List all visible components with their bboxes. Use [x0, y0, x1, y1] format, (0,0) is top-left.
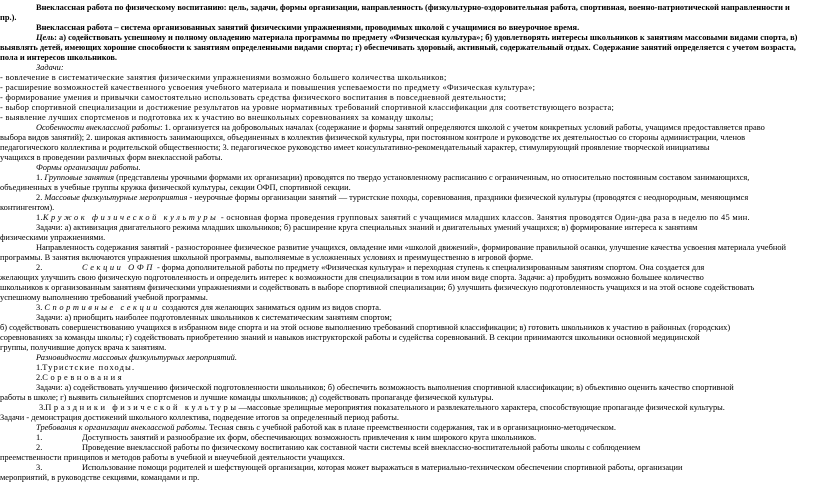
- task-item: - выявление лучших спортсменов и подготовка их к участию во внешкольных соревнованиях за команду школы;: [0, 113, 434, 122]
- mass-number: 2.: [36, 193, 43, 202]
- festival-text-1: —массовые зрелищные мероприятия показательного и развлекательного характера, способствующие пропаганде физической культуры.: [238, 403, 725, 412]
- task-item: - выбор спортивной специализации и достижение результатов на уровне нормативных требований спортивной классификации для соответствующего возраста;: [0, 103, 615, 112]
- doc-title-line-2: пр.).: [0, 13, 17, 22]
- forms-label: Формы организации работы.: [36, 163, 141, 172]
- sport-line-1: [36, 303, 816, 313]
- features-line-2: выбора видов занятий); 2. широкая активность занимающихся, объединенных в коллектив физической культуры, при постоянном контроле и руководстве их деятельностью со стороны администрации, членов: [0, 133, 746, 142]
- ofp-text-1: - форма дополнительной работы по предмету «Физическая культура» и переходная ступень к специализированным занятиям спортом. Она создается для: [154, 263, 705, 272]
- festival-number: 3.: [39, 403, 46, 412]
- requirement-item: [36, 443, 816, 453]
- requirement-item: [36, 433, 816, 443]
- features-label: Особенности внеклассной работы: [36, 123, 161, 132]
- competitions-tasks-2: работы в школе; г) выявить сильнейших спортсменов и лучшие команды школьников; д) содействовать пропаганде физической культуры.: [0, 393, 494, 402]
- circle-line-3: физическими упражнениями.: [0, 233, 106, 242]
- direction-line-2: программы. В занятия включаются упражнения школьной программы, выполняемые в усложненных условиях и преимущественно в игровой форме.: [0, 253, 534, 262]
- sport-line-2: Задачи: а) приобщить наиболее подготовленных школьников к систематическим занятиям спортом;: [36, 313, 393, 322]
- definition-paragraph: Внеклассная работа – система организованных занятий физическими упражнениями, проводимых школой с учащимися во внеурочное время.: [36, 23, 580, 32]
- features-line-1: [36, 123, 816, 133]
- sport-line-5: группы, получившие допуск врача к занятиям.: [0, 343, 167, 352]
- group-number: 1.: [36, 173, 43, 182]
- requirements-text: . Тесная связь с учебной работой как в плане преемственности содержания, так и в организационно-методическом.: [204, 423, 616, 432]
- requirement-number: 1.: [36, 433, 43, 442]
- requirement-text: Доступность занятий и разнообразие их форм, обеспечивающих возможность привлечения к ним широкого круга школьников.: [82, 433, 537, 442]
- ofp-line-3: школьников к организованным занятиям физическими упражнениями и содействовать в выборе спортивной специализации; б) улучшить физическую подготовленность учащихся и на этой основе содействовать: [0, 283, 755, 292]
- goal-line-3: пола и интересов школьников.: [0, 53, 118, 62]
- features-line-3: педагогического коллектива и родительской общественности; 3. педагогическое руководство имеет консультативно-рекомендательный характер, стимулирующий проявление творческой инициативы: [0, 143, 710, 152]
- competitions-line: [36, 373, 816, 383]
- sport-number: 3.: [36, 303, 43, 312]
- festival-label: Праздники физической культуры: [45, 403, 239, 412]
- competitions-label: Соревнования: [42, 373, 125, 382]
- ofp-line-2: желающих улучшить свою физическую подготовленность и определить интерес к возможности для специализации в том или ином виде спорта. Задачи: а) пробудить возможно большее количество: [0, 273, 704, 282]
- ofp-line-4: успешному выполнению требований учебной программы.: [0, 293, 208, 302]
- group-line-1: [36, 173, 816, 183]
- sport-line-4: соревнованиях за команды школы; г) содействовать приобретению знаний и навыков инструкторской работы и судейства соревнований. В секции принимаются школьники основной медицинской: [0, 333, 700, 342]
- doc-title-line-1: Внеклассная работа по физическому воспитанию: цель, задачи, формы организации, направленность (физкультурно-оздоровительная работа, спортивная, военно-патриотической направленности и: [36, 3, 790, 12]
- task-item: - формирование умения и привычки самостоятельно использовать средства физического воспитания в повседневной деятельности;: [0, 93, 507, 102]
- requirements-line: [36, 423, 816, 433]
- requirement-number: 3.: [36, 463, 43, 472]
- circle-line-2: Задачи: а) активизация двигательного режима младших школьников; б) расширение круга специальных знаний и двигательных умений учащихся; в) формирование интереса к занятиям: [36, 223, 698, 232]
- task-item: - расширение возможностей качественного усвоения учебного материала и повышения успеваемости по предмету «Физическая культура»;: [0, 83, 536, 92]
- goal-line-2: выявлять детей, имеющих хорошие способности к занятиям определенными видами спорта; г) обеспечивать здоровый, активный, содержательный отдых. Содержание занятий определяется с учетом возраста,: [0, 43, 796, 52]
- features-text-1: : 1. организуется на добровольных началах (содержание и формы занятий определяются школой с учетом конкретных условий работы, учащимся предоставляется право: [160, 123, 765, 132]
- circle-text-1: - основная форма проведения групповых занятий с учащимися младших классов. Занятия проводятся Один-два раза в неделю по 45 мин.: [218, 213, 750, 222]
- circle-line-1: [36, 213, 816, 223]
- ofp-line-1: [36, 263, 816, 273]
- ofp-label: Секции ОФП: [82, 263, 155, 272]
- features-line-4: учащихся в проведении различных форм внеклассной работы.: [0, 153, 223, 162]
- mass-line-2: контингентом).: [0, 203, 55, 212]
- competitions-number: 2.: [36, 373, 43, 382]
- mass-text-1: - неурочные формы организации занятий — туристские походы, соревнования, праздники физической культуры (проводятся с неоднородным, меняющимся: [187, 193, 749, 202]
- group-text-1: (представлены урочными формами их организации) проводятся по твердо установленному расписанию с ограниченным, но относительно постоянным составом занимающихся,: [114, 173, 750, 182]
- sport-text-1: создаются для желающих заниматься одним из видов спорта.: [159, 303, 382, 312]
- goal-text-1: : а) содействовать успешному и полному овладению материала программы по предмету «Физическая культура»; б) удовлетворять интересы школьников к занятиям массовыми видами спорта, в): [54, 33, 798, 42]
- sport-line-3: б) содействовать совершенствованию учащихся в избранном виде спорта и на этой основе выполнению требований спортивной классификации; в) готовить школьников к участию в районных (городских): [0, 323, 731, 332]
- group-line-2: объединенных в учебные группы кружка физической культуры, секции ОФП, спортивной секции.: [0, 183, 351, 192]
- requirement-number: 2.: [36, 443, 43, 452]
- sport-label: Спортивные секции: [44, 303, 160, 312]
- requirement-text-cont: преемственности принципов и методов работы в учебной и внеучебной деятельности учащихся.: [0, 453, 345, 462]
- goal-line-1: [36, 33, 816, 43]
- requirements-label: Требования к организации внеклассной работы: [36, 423, 205, 432]
- task-item: - вовлечение в систематические занятия физическими упражнениями возможно большего количества школьников;: [0, 73, 447, 82]
- requirement-item: [36, 463, 816, 473]
- hikes-number: 1.: [36, 363, 43, 372]
- circle-number: 1.: [36, 213, 43, 222]
- tasks-label: Задачи:: [36, 63, 64, 72]
- group-label: Групповые занятия: [44, 173, 115, 182]
- circle-label: Кружок физической культуры: [42, 213, 219, 222]
- requirement-text: Использование помощи родителей и шефствующей организации, которая может выражаться в материально-техническом обеспечении спортивной работы, организации: [82, 463, 683, 472]
- festival-line-1: [39, 403, 816, 413]
- competitions-tasks-1: Задачи: а) содействовать улучшению физической подготовленности школьников; б) обеспечить возможность выполнения спортивной классификации; в) объективно оценить качество спортивной: [36, 383, 734, 392]
- hikes-line: [36, 363, 816, 373]
- direction-line-1: Направленность содержания занятий - разностороннее физическое развитие учащихся, овладение ими «школой движений», формирование правильной осанки, улучшение качества усвоения материала учебной: [36, 243, 786, 252]
- requirement-text: Проведение внеклассной работы по физическому воспитанию как составной части системы всей внеклассно-воспитательной работы школы с соблюдением: [82, 443, 641, 452]
- ofp-number: 2.: [36, 263, 43, 272]
- varieties-label: Разновидности массовых физкультурных мероприятий.: [36, 353, 237, 362]
- goal-label: Цель: [36, 33, 55, 42]
- mass-label: Массовые физкультурные мероприятия: [44, 193, 188, 202]
- festival-line-2: Задачи - демонстрация достижений школьного коллектива, подведение итогов за определенный период работы.: [0, 413, 399, 422]
- requirement-text-cont: мероприятий, в руководстве секциями, командами и пр.: [0, 473, 200, 482]
- hikes-label: Туристские походы.: [42, 363, 136, 372]
- mass-line-1: [36, 193, 816, 203]
